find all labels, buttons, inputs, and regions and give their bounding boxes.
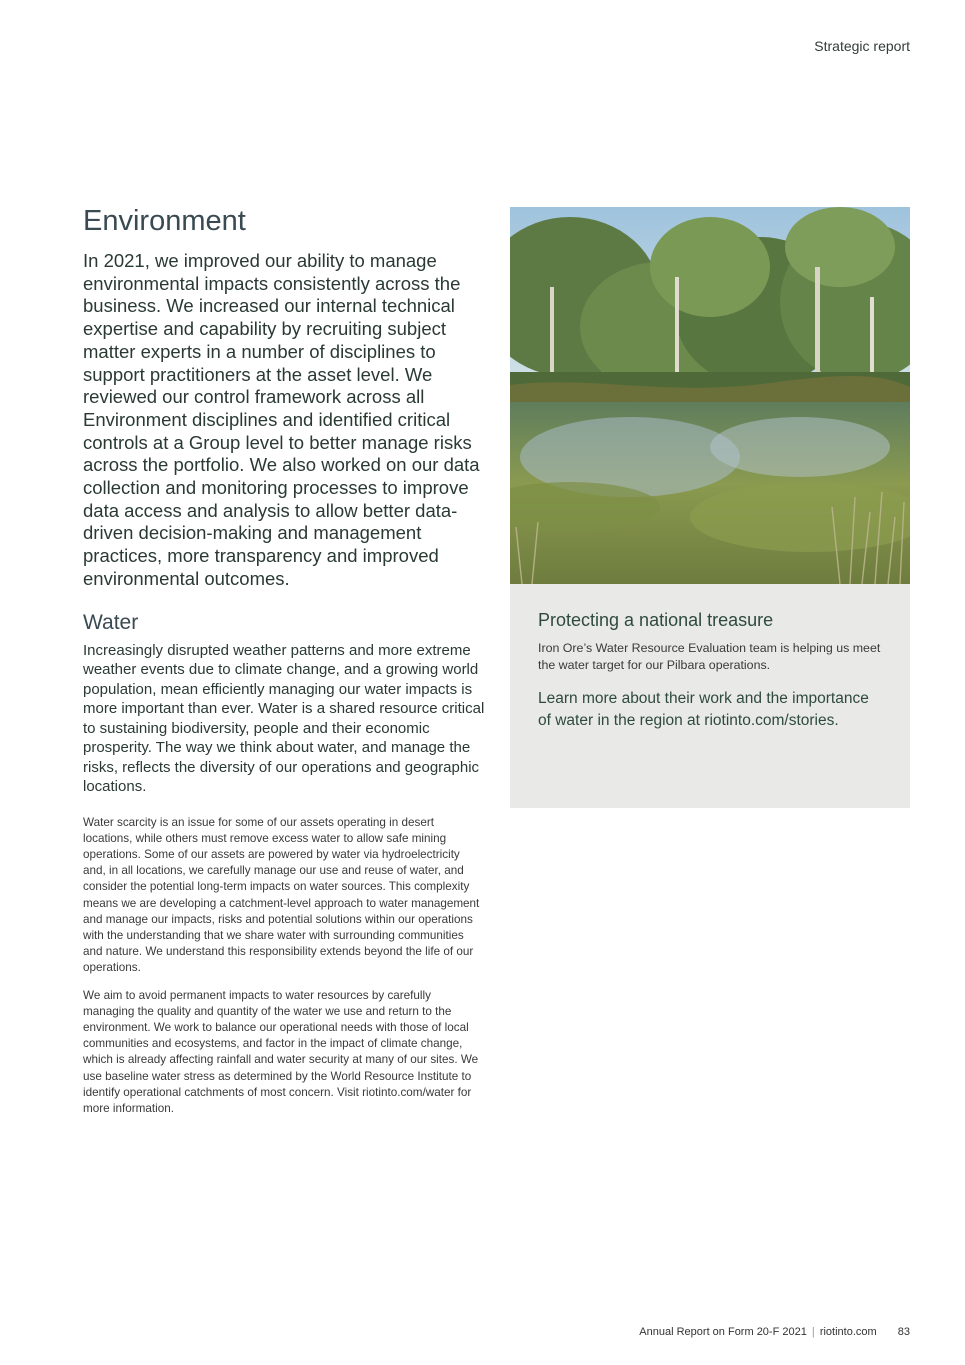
- page-number: 83: [897, 1326, 910, 1338]
- report-name: Annual Report on Form 20-F 2021: [639, 1326, 807, 1338]
- footer-site: riotinto.com: [819, 1326, 877, 1338]
- section-label: Strategic report: [814, 38, 910, 54]
- footer-separator: |: [811, 1326, 815, 1338]
- environment-title: Environment: [83, 205, 246, 237]
- environment-lead: In 2021, we improved our ability to manage environmental impacts consistently across the business. We increased our internal technical expertise and capability by recruiting subject matter experts in a number of disciplines to support practitioners at the asset level. We reviewed our control framework across all Environment disciplines and identified critical controls at a Group level to better manage risks across the portfolio. We also worked on our data collection and monitoring processes to improve data access and analysis to allow better data-driven decision-making and management practices, more transparency and improved environmental outcomes.: [83, 250, 480, 589]
- river-landscape-illustration: [510, 207, 910, 584]
- water-paragraph: We aim to avoid permanent impacts to water resources by carefully managing the quality and quantity of the water we use and return to the environment. We work to balance our operational needs with those of local communities and ecosystems, and factor in the impact of climate change, which is already affecting rainfall and water security at many of our sites. We use baseline water stress as determined by the World Resource Institute to identify operational catchments of most concern. Visit riotinto.com/water for more information.: [83, 988, 479, 1115]
- panel-text: Iron Ore’s Water Resource Evaluation team is helping us meet the water target for our Pilbara operations.: [538, 641, 881, 672]
- panel-cta: Learn more about their work and the importance of water in the region at riotinto.com/stories.: [538, 690, 869, 729]
- water-lead: Increasingly disrupted weather patterns and more extreme weather events due to climate change, and a growing world population, mean efficiently managing our water impacts is more important than ever. Water is a shared resource critical to sustaining biodiversity, people and their economic prosperity. The way we think about water, and manage the risks, reflects the diversity of our operations and geographic locations.: [83, 641, 485, 796]
- water-paragraph: Water scarcity is an issue for some of our assets operating in desert locations, while others must remove excess water to allow safe mining operations. Some of our assets are powered by water via hydroelectricity and, in all locations, we carefully manage our use and reuse of water, and consider the potential long-term impacts on water sources. This complexity means we are developing a catchment-level approach to water management and manage our impacts, risks and potential solutions within our operations with the understanding that we share water with surrounding communities and nature. We understand this responsibility extends beyond the life of our operations.: [83, 815, 480, 975]
- water-title: Water: [83, 610, 139, 634]
- main-column: [83, 205, 485, 1128]
- panel-title: Protecting a national treasure: [538, 610, 774, 630]
- river-photo: [510, 207, 910, 584]
- page-footer: [639, 1326, 910, 1338]
- story-panel: [510, 584, 910, 808]
